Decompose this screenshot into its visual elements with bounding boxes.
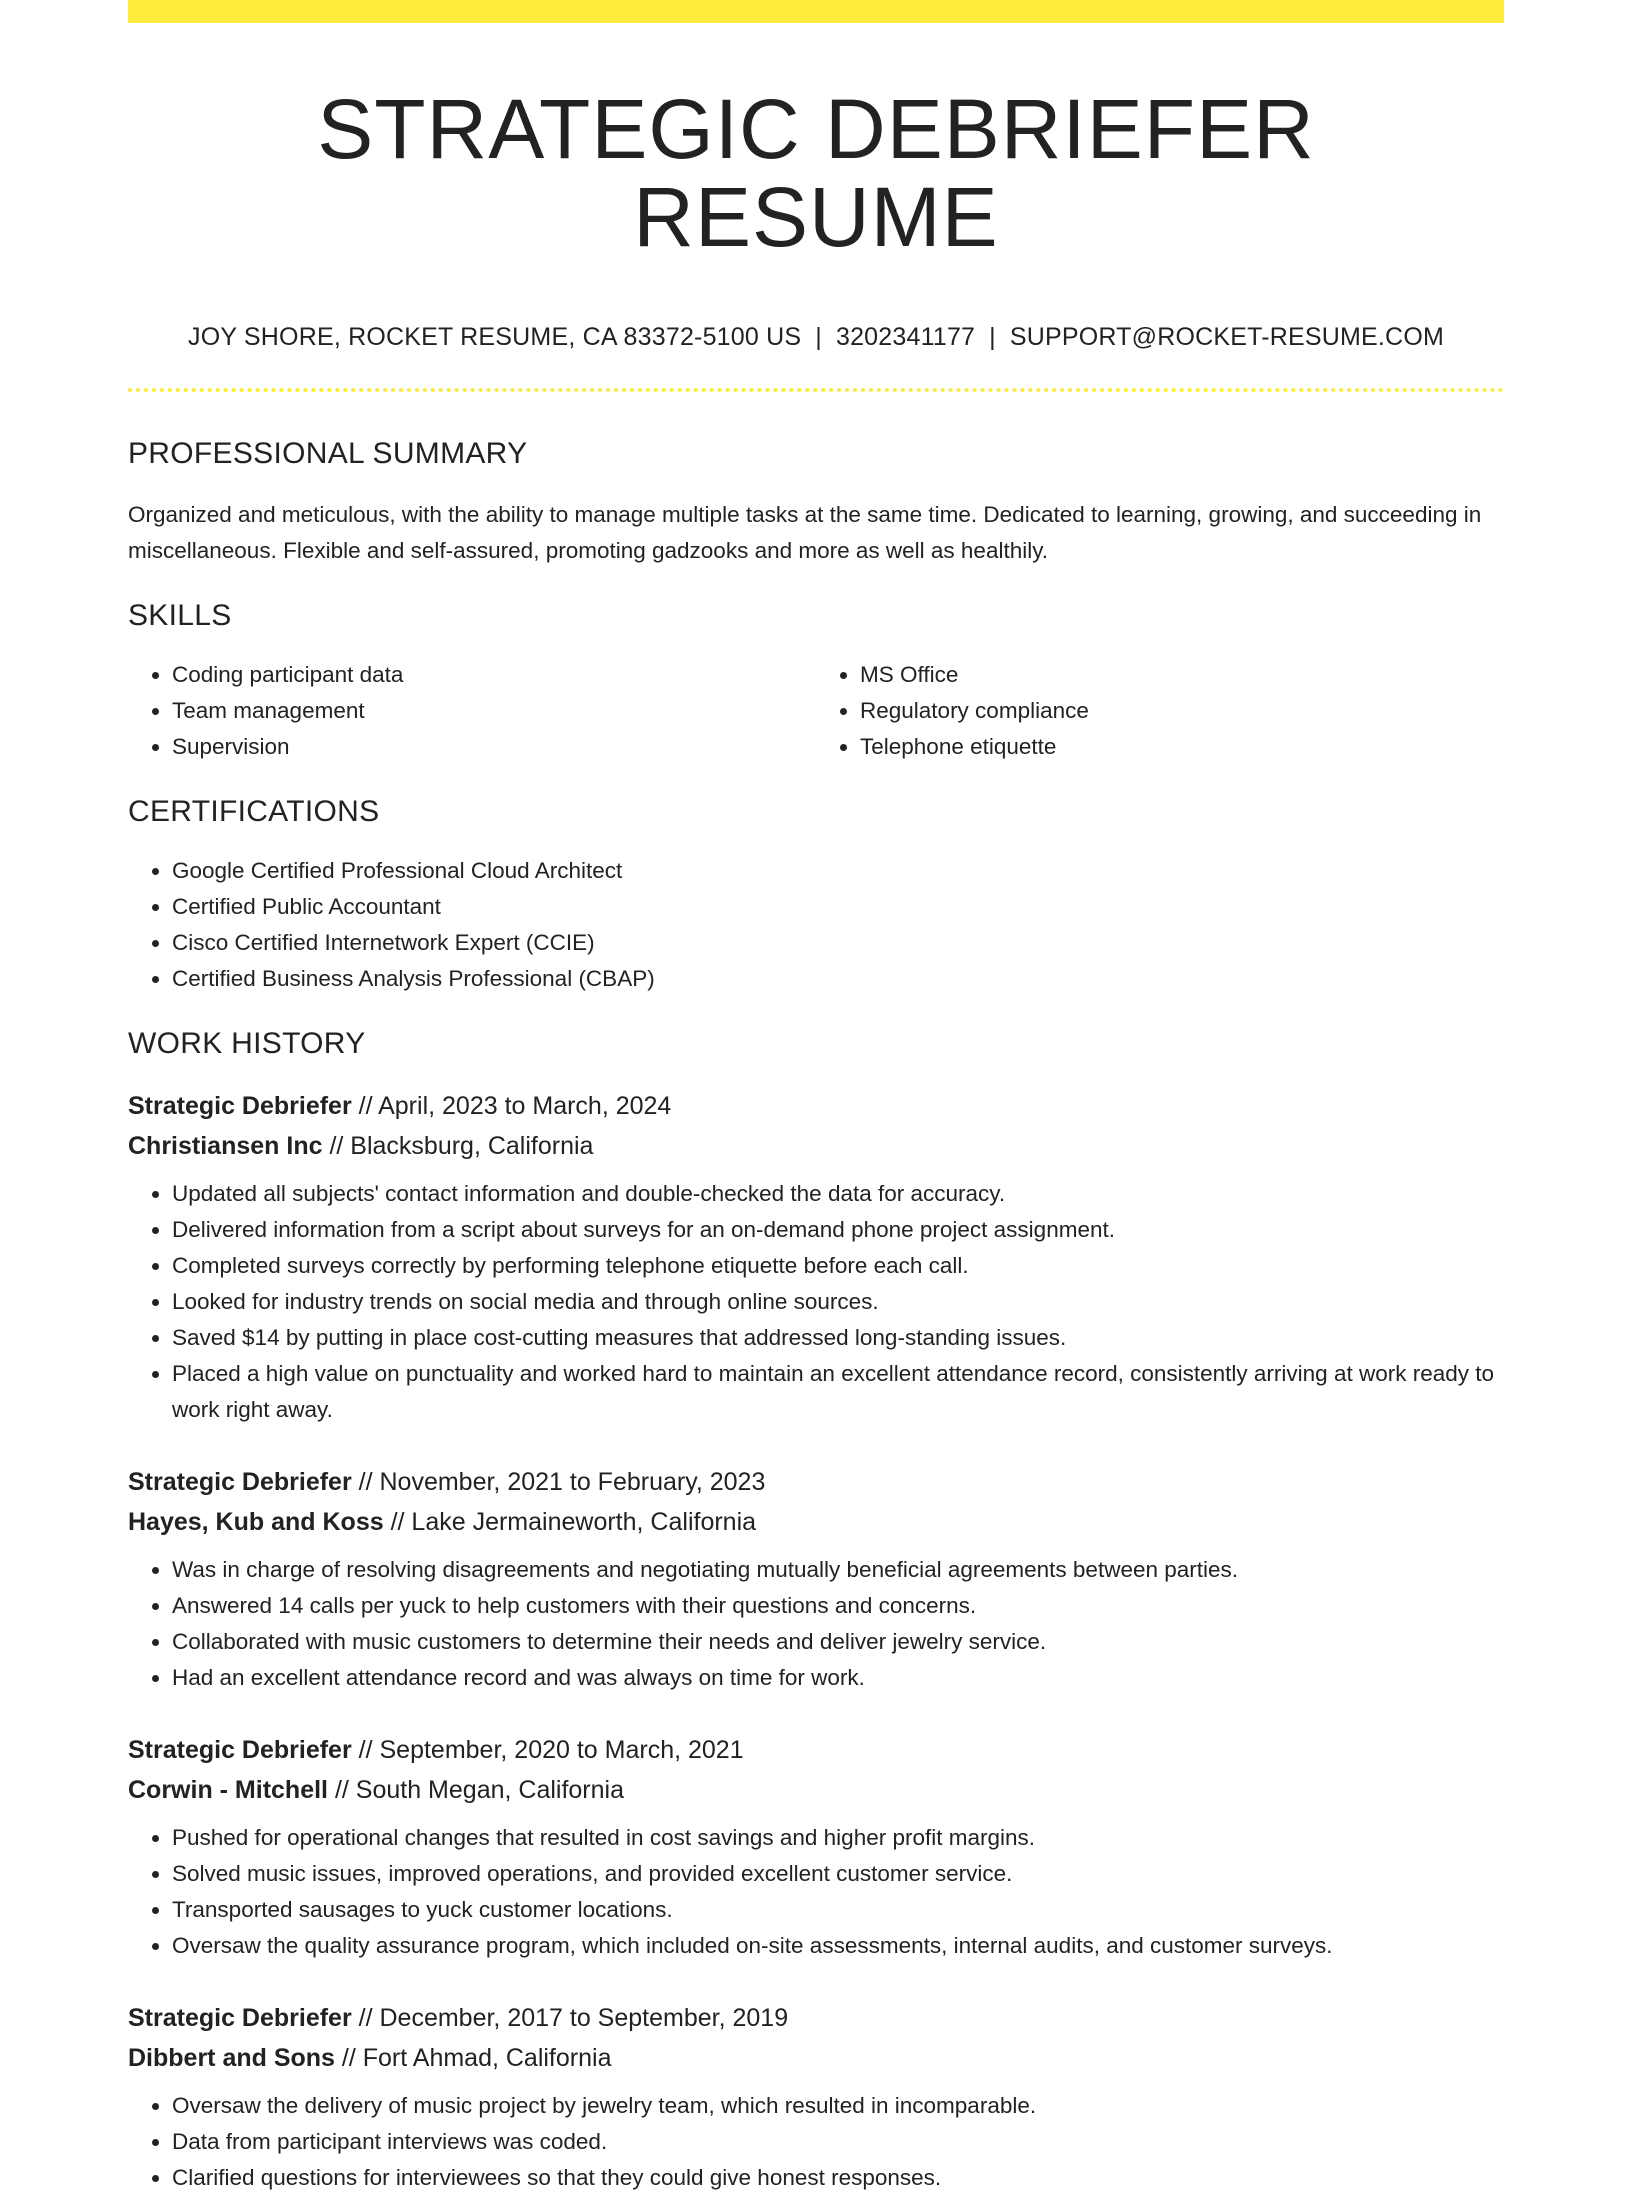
job-role-line [128, 1462, 1504, 1502]
job-bullets [128, 1820, 1504, 1964]
job-dates: // September, 2020 to March, 2021 [351, 1736, 744, 1765]
job-bullets [128, 2088, 1504, 2196]
contact-line [128, 323, 1504, 352]
skills-heading: SKILLS [128, 599, 232, 633]
job-bullet: • Pushed for operational changes that resulted in cost savings and higher profit margins. [172, 1820, 1504, 1856]
job-company-line [128, 1126, 1504, 1166]
certification-item: • Certified Public Accountant [172, 889, 1504, 925]
job-bullets [128, 1552, 1504, 1696]
job-bullets [128, 1176, 1504, 1428]
job-bullet: • Placed a high value on punctuality and worked hard to maintain an excellent attendance record, consistently arriving at work ready to work right away. [172, 1356, 1504, 1428]
skill-item: • MS Office [860, 657, 1504, 693]
accent-top-bar [128, 0, 1504, 23]
job-company: Dibbert and Sons [128, 2044, 335, 2073]
job-role: Strategic Debriefer [128, 2004, 352, 2033]
job-bullet: • Completed surveys correctly by performing telephone etiquette before each call. [172, 1248, 1504, 1284]
job-entry [128, 1730, 1504, 1964]
job-bullet: • Updated all subjects' contact information and double-checked the data for accuracy. [172, 1176, 1504, 1212]
job-role-line [128, 1086, 1504, 1126]
work-history-heading: WORK HISTORY [128, 1027, 366, 1061]
job-bullet: • Collaborated with music customers to determine their needs and deliver jewelry service. [172, 1624, 1504, 1660]
summary-heading: PROFESSIONAL SUMMARY [128, 437, 528, 471]
skill-item: • Supervision [172, 729, 816, 765]
skills-right-column [816, 657, 1504, 765]
summary-text: Organized and meticulous, with the ability to manage multiple tasks at the same time. Dedicated to learning, growing, and succeeding in miscellaneous. Flexible and self-assured, promoting gadzooks and more as well as healthily. [128, 502, 1482, 564]
job-bullet: • Data from participant interviews was coded. [172, 2124, 1504, 2160]
skill-item: • Coding participant data [172, 657, 816, 693]
resume-page [128, 0, 1504, 2196]
contact-separator: | [815, 323, 822, 352]
job-dates: // November, 2021 to February, 2023 [351, 1468, 766, 1497]
job-entry [128, 1086, 1504, 1428]
skill-item: • Team management [172, 693, 816, 729]
contact-email: SUPPORT@ROCKET-RESUME.COM [1009, 323, 1444, 352]
skill-item: • Telephone etiquette [860, 729, 1504, 765]
job-entry [128, 1998, 1504, 2196]
job-bullet: • Delivered information from a script about surveys for an on-demand phone project assignment. [172, 1212, 1504, 1248]
certification-item: • Cisco Certified Internetwork Expert (CCIE) [172, 925, 1504, 961]
certifications-heading: CERTIFICATIONS [128, 795, 380, 829]
job-company-line [128, 2038, 1504, 2078]
job-location: // Lake Jermaineworth, California [383, 1508, 757, 1537]
job-role: Strategic Debriefer [128, 1092, 352, 1121]
job-role: Strategic Debriefer [128, 1736, 352, 1765]
contact-phone: 3202341177 [835, 323, 976, 352]
job-company: Corwin - Mitchell [128, 1776, 328, 1805]
skills-left-column [128, 657, 816, 765]
job-company: Hayes, Kub and Koss [128, 1508, 384, 1537]
skill-item: • Regulatory compliance [860, 693, 1504, 729]
job-role: Strategic Debriefer [128, 1468, 352, 1497]
job-bullet: • Clarified questions for interviewees so that they could give honest responses. [172, 2160, 1504, 2196]
job-entry [128, 1462, 1504, 1696]
job-company-line [128, 1770, 1504, 1810]
job-bullet: • Oversaw the quality assurance program, which included on-site assessments, internal audits, and customer surveys. [172, 1928, 1504, 1964]
job-company-line [128, 1502, 1504, 1542]
job-bullet: • Had an excellent attendance record and was always on time for work. [172, 1660, 1504, 1696]
job-bullet: • Transported sausages to yuck customer locations. [172, 1892, 1504, 1928]
certification-item: • Certified Business Analysis Professional (CBAP) [172, 961, 1504, 997]
job-role-line [128, 1998, 1504, 2038]
certifications-list [128, 853, 1504, 997]
job-bullet: • Answered 14 calls per yuck to help customers with their questions and concerns. [172, 1588, 1504, 1624]
job-bullet: • Looked for industry trends on social media and through online sources. [172, 1284, 1504, 1320]
job-role-line [128, 1730, 1504, 1770]
job-bullet: • Was in charge of resolving disagreements and negotiating mutually beneficial agreements between parties. [172, 1552, 1504, 1588]
skills-columns [128, 657, 1504, 765]
job-bullet: • Solved music issues, improved operations, and provided excellent customer service. [172, 1856, 1504, 1892]
job-location: // South Megan, California [328, 1776, 624, 1805]
job-dates: // December, 2017 to September, 2019 [351, 2004, 789, 2033]
job-dates: // April, 2023 to March, 2024 [351, 1092, 672, 1121]
job-location: // Blacksburg, California [322, 1132, 594, 1161]
job-bullet: • Saved $14 by putting in place cost-cutting measures that addressed long-standing issues. [172, 1320, 1504, 1356]
resume-title: STRATEGIC DEBRIEFER RESUME [317, 82, 1315, 265]
contact-separator: | [989, 323, 996, 352]
job-bullet: • Oversaw the delivery of music project by jewelry team, which resulted in incomparable. [172, 2088, 1504, 2124]
certification-item: • Google Certified Professional Cloud Architect [172, 853, 1504, 889]
dotted-divider [128, 388, 1504, 392]
contact-address: JOY SHORE, ROCKET RESUME, CA 83372-5100 US [188, 323, 802, 352]
job-company: Christiansen Inc [128, 1132, 323, 1161]
job-location: // Fort Ahmad, California [334, 2044, 612, 2073]
